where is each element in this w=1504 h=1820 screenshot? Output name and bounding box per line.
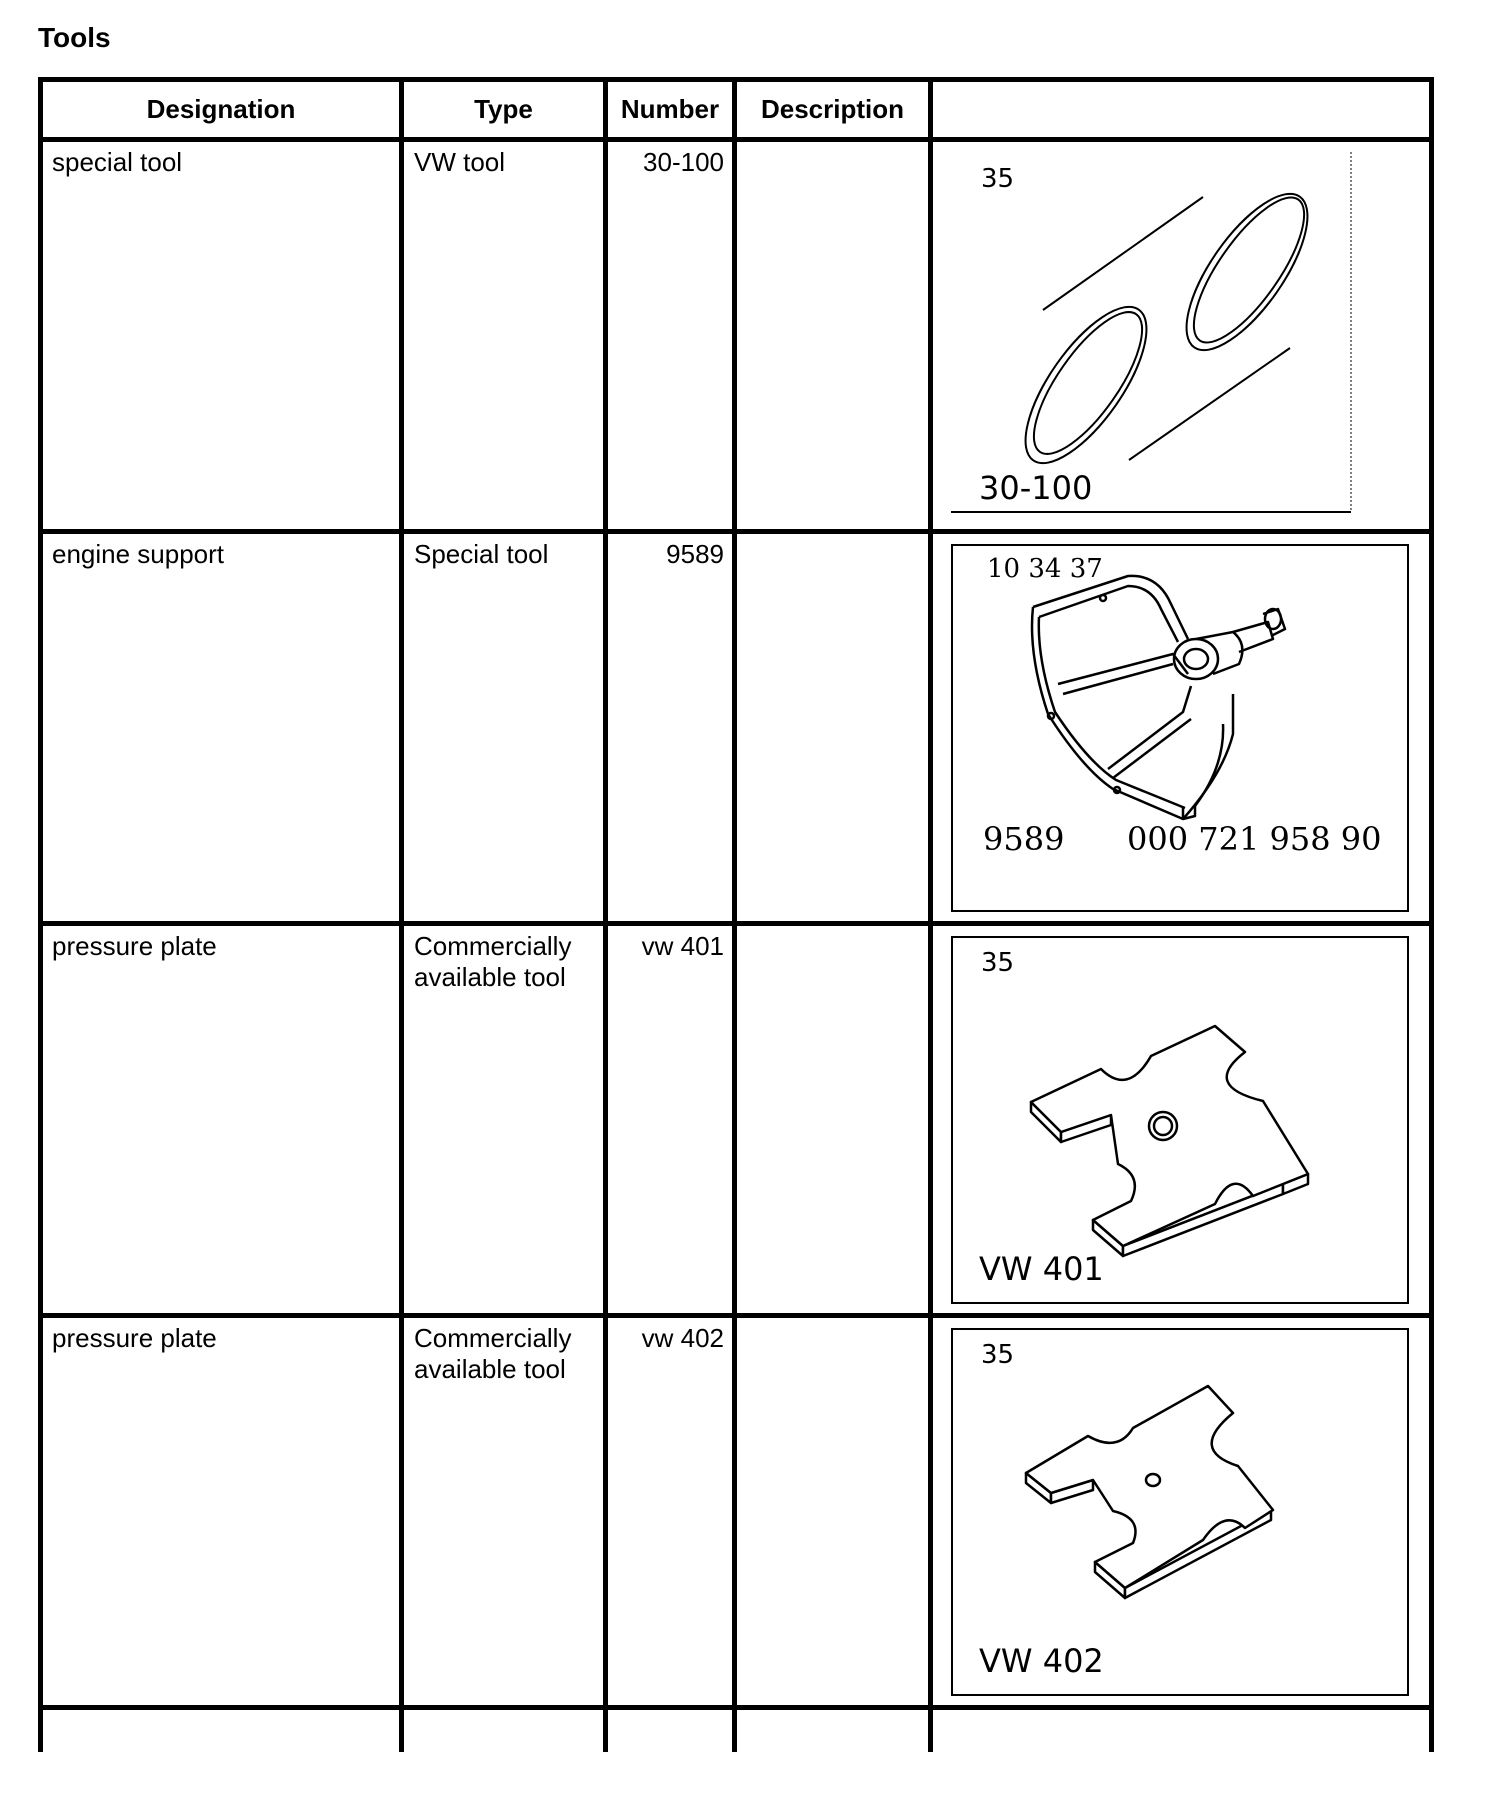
- tool-figure: [933, 926, 1429, 1313]
- designation-cell: engine support: [52, 539, 225, 569]
- type-cell: Special tool: [414, 539, 549, 569]
- number-cell: vw 402: [641, 1323, 724, 1353]
- figure-ref: 35: [981, 1340, 1015, 1370]
- tool-figure: [933, 1318, 1429, 1705]
- designation-cell: special tool: [52, 147, 183, 177]
- tool-figure: [933, 142, 1429, 529]
- tool-figure: [933, 534, 1429, 921]
- figure-ref: 10 34 37: [987, 554, 1103, 584]
- type-cell: VW tool: [414, 147, 506, 177]
- figure-label: VW 402: [979, 1642, 1104, 1680]
- designation-cell: pressure plate: [52, 1323, 217, 1353]
- column-divider: [399, 77, 404, 1752]
- engine-support-bracket-icon: [933, 534, 1429, 921]
- column-divider: [1429, 77, 1434, 1752]
- header-type: Type: [474, 94, 533, 124]
- type-cell: Commercially available tool: [414, 931, 572, 992]
- column-divider: [38, 77, 43, 1752]
- number-cell: 9589: [666, 539, 724, 569]
- type-cell: Commercially available tool: [414, 1323, 572, 1384]
- header-designation: Designation: [146, 94, 296, 124]
- figure-ref: 35: [981, 948, 1015, 978]
- page-title: Tools: [38, 22, 111, 53]
- column-divider: [603, 77, 608, 1752]
- number-cell: 30-100: [643, 147, 724, 177]
- designation-cell: pressure plate: [52, 931, 217, 961]
- figure-label: VW 401: [979, 1250, 1104, 1288]
- header-figure: [933, 82, 1429, 137]
- figure-part-number: 000 721 958 90: [1127, 820, 1382, 858]
- tools-table: [38, 77, 1434, 1752]
- figure-ref: 35: [981, 164, 1015, 194]
- figure-label: 9589: [983, 820, 1065, 858]
- figure-label: 30-100: [979, 469, 1093, 507]
- header-description: Description: [760, 94, 905, 124]
- column-divider: [732, 77, 737, 1752]
- number-cell: vw 401: [641, 931, 724, 961]
- header-number: Number: [620, 94, 720, 124]
